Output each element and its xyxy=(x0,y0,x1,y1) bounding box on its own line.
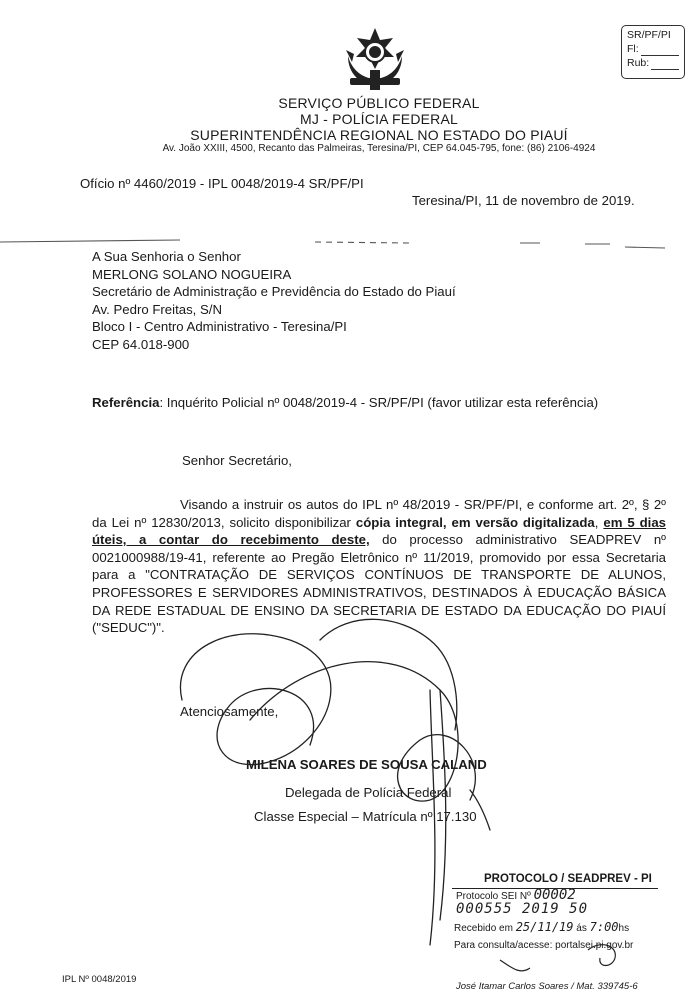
recipient-line: A Sua Senhoria o Senhor xyxy=(92,249,241,264)
header-address: Av. João XXIII, 4500, Recanto das Palmeiras, Teresina/PI, CEP 64.045-795, fone: (86) 2106-4924 xyxy=(162,143,596,154)
body-deadline-text: em 5 dias úteis, a contar do recebimento deste, xyxy=(92,514,667,548)
folio-stamp-page: Fl: xyxy=(627,42,679,56)
protocol-sei-handwritten-2: 000555 2019 50 xyxy=(456,901,589,917)
signatory-class: Classe Especial – Matrícula nº 17.130 xyxy=(254,809,477,824)
recipient-building: Bloco I - Centro Administrativo - Teresina/PI xyxy=(92,319,347,334)
protocol-signer: José Itamar Carlos Soares / Mat. 339745-6 xyxy=(456,981,638,992)
protocol-received: Recebido em 25/11/19 ás 7:00hs xyxy=(454,920,630,934)
recipient-street: Av. Pedro Freitas, S/N xyxy=(92,301,222,317)
recipient-block xyxy=(92,248,456,353)
reference-label: Referência xyxy=(92,395,160,410)
place-date: Teresina/PI, 11 de novembro de 2019. xyxy=(412,193,635,208)
protocol-title: PROTOCOLO / SEADPREV - PI xyxy=(484,873,652,885)
closing: Atenciosamente, xyxy=(180,704,279,719)
recipient-cep: CEP 64.018-900 xyxy=(92,336,190,352)
protocol-received-date: 25/11/19 xyxy=(515,920,574,934)
protocol-received-time: 7:00 xyxy=(589,920,619,934)
brazil-coat-of-arms-icon xyxy=(342,26,408,94)
recipient-name: MERLONG SOLANO NOGUEIRA xyxy=(92,266,292,282)
reference-line xyxy=(92,394,598,412)
header-line-2: MJ - POLÍCIA FEDERAL xyxy=(299,111,459,127)
protocol-consult: Para consulta/acesse: portalsei.pi.gov.br xyxy=(454,940,634,951)
salutation: Senhor Secretário, xyxy=(182,453,292,468)
protocol-sei-handwritten-1: 00002 xyxy=(533,887,576,903)
header-line-1: SERVIÇO PÚBLICO FEDERAL xyxy=(278,95,480,111)
body-bold-text: cópia integral, em versão digitalizada xyxy=(355,514,595,530)
recipient-title: Secretário de Administração e Previdência do Estado do Piauí xyxy=(92,284,456,299)
folio-stamp-rubric: Rub: xyxy=(627,56,679,70)
protocol-stamp xyxy=(452,873,658,995)
footer-reference: IPL Nº 0048/2019 xyxy=(62,974,137,985)
folio-stamp xyxy=(621,25,685,79)
header-line-3: SUPERINTENDÊNCIA REGIONAL NO ESTADO DO PIAUÍ xyxy=(190,127,568,143)
signatory-role: Delegada de Polícia Federal xyxy=(285,785,452,800)
folio-stamp-unit: SR/PF/PI xyxy=(627,29,671,41)
protocol-sei: Protocolo SEI Nº 00002 000555 2019 50 xyxy=(456,887,589,917)
reference-text: : Inquérito Policial nº 0048/2019-4 - SR/PF/PI (favor utilizar esta referência) xyxy=(159,395,599,410)
signatory-name: MILENA SOARES DE SOUSA CALAND xyxy=(246,757,487,772)
body-paragraph: Visando a instruir os autos do IPL nº 48/2019 - SR/PF/PI, e conforme art. 2º, § 2º da Lei nº 12830/2013, solicito disponibilizar cópia integral, em versão digitalizada, em 5 dias úteis, a contar do recebimento deste, do processo administrativo SEADPREV nº 0021000988/19-41, referente ao Pregão Eletrônico nº 11/2019, promovido por essa Secretaria para a "CONTRATAÇÃO DE SERVIÇOS CONTÍNUOS DE TRANSPORTE DE ALUNOS, PROFESSORES E SERVIDORES ADMINISTRATIVOS, DESTINADOS À EDUCAÇÃO BÁSICA DA REDE ESTADUAL DE ENSINO DA SECRETARIA DE ESTADO DA EDUCAÇÃO DO PIAUÍ ("SEDUC")". xyxy=(92,497,667,636)
oficio-number: Ofício nº 4460/2019 - IPL 0048/2019-4 SR/PF/PI xyxy=(80,176,364,191)
